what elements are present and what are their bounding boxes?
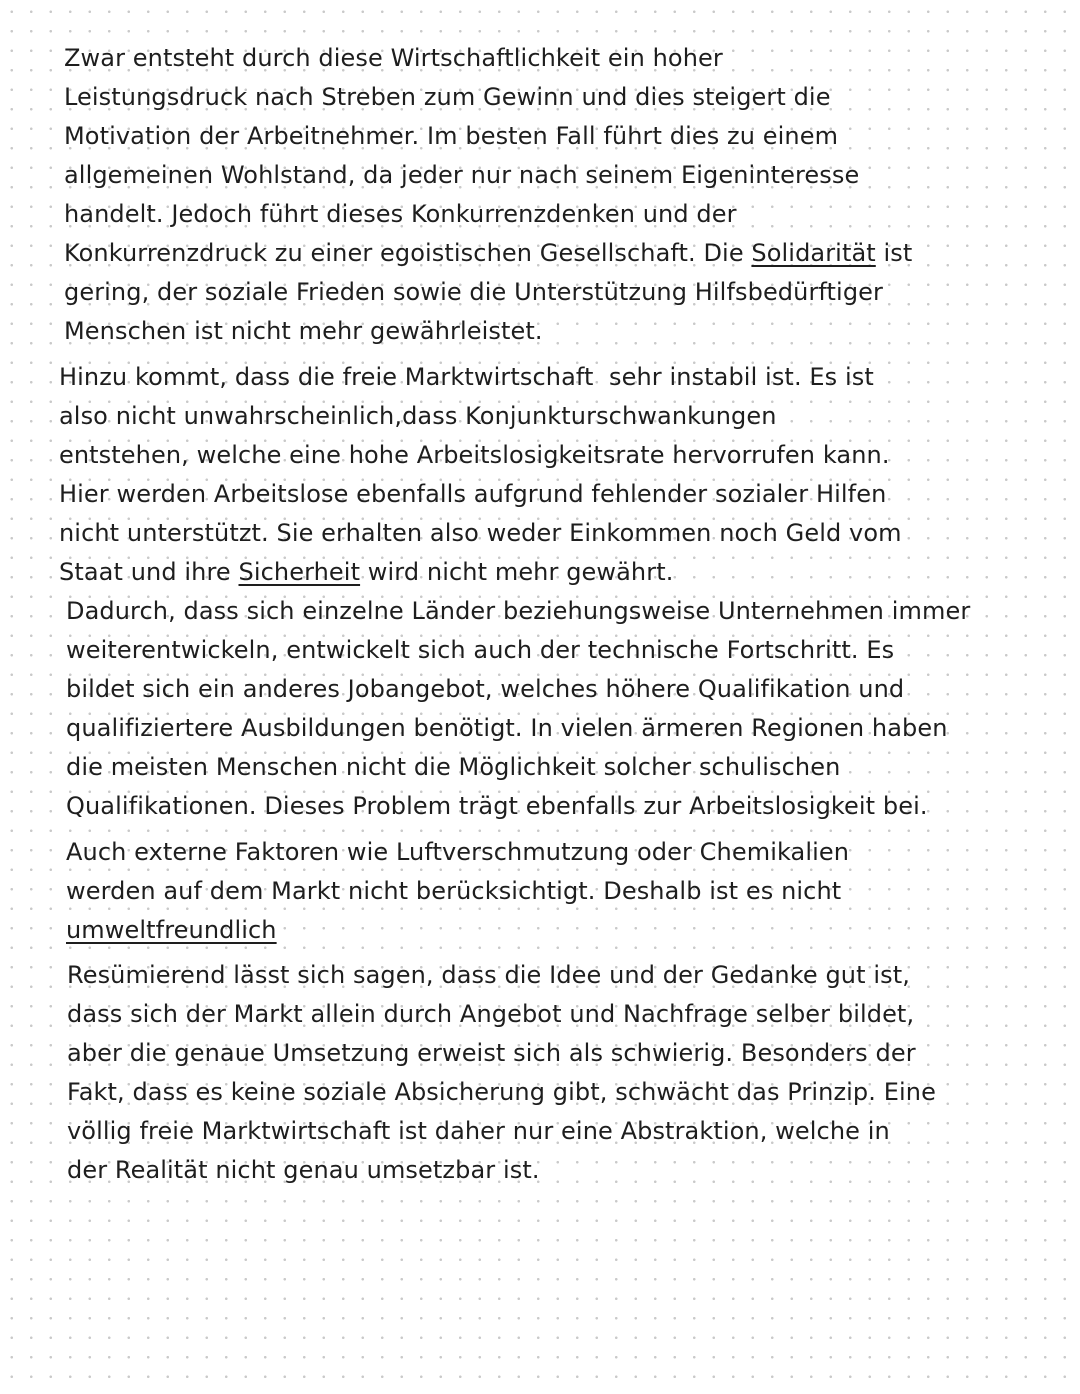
text-segment: Staat und ihre bbox=[59, 558, 239, 586]
underlined-term-umweltfreundlich: umweltfreundlich bbox=[66, 916, 277, 944]
text-line: handelt. Jedoch führt dieses Konkurrenzdenken und der bbox=[64, 200, 737, 228]
text-line: weiterentwickeln, entwickelt sich auch der technische Fortschritt. Es bbox=[66, 636, 895, 664]
text-line bbox=[59, 553, 902, 592]
text-line: gering, der soziale Frieden sowie die Unterstützung Hilfsbedürftiger bbox=[64, 278, 883, 306]
text-line: allgemeinen Wohlstand, da jeder nur nach seinem Eigeninteresse bbox=[64, 161, 860, 189]
text-line: qualifiziertere Ausbildungen benötigt. In vielen ärmeren Regionen haben bbox=[66, 714, 948, 742]
text-line: Qualifikationen. Dieses Problem trägt ebenfalls zur Arbeitslosigkeit bei. bbox=[66, 792, 928, 820]
underlined-term-sicherheit: Sicherheit bbox=[238, 558, 361, 586]
text-line bbox=[66, 911, 849, 950]
text-line: bildet sich ein anderes Jobangebot, welches höhere Qualifikation und bbox=[66, 675, 905, 703]
text-line: dass sich der Markt allein durch Angebot und Nachfrage selber bildet, bbox=[67, 1000, 915, 1028]
text-line: Dadurch, dass sich einzelne Länder beziehungsweise Unternehmen immer bbox=[66, 597, 971, 625]
text-line: Leistungsdruck nach Streben zum Gewinn und dies steigert die bbox=[64, 83, 831, 111]
text-line: Motivation der Arbeitnehmer. Im besten Fall führt dies zu einem bbox=[64, 122, 839, 150]
paragraph-instabilitaet bbox=[59, 358, 902, 592]
text-line: Fakt, dass es keine soziale Absicherung gibt, schwächt das Prinzip. Eine bbox=[67, 1078, 936, 1106]
paragraph-technischer-fortschritt bbox=[66, 592, 970, 826]
text-line: nicht unterstützt. Sie erhalten also weder Einkommen noch Geld vom bbox=[59, 519, 902, 547]
text-line: Menschen ist nicht mehr gewährleistet. bbox=[64, 317, 543, 345]
text-line: also nicht unwahrscheinlich,dass Konjunkturschwankungen bbox=[59, 402, 777, 430]
text-segment: ist bbox=[875, 239, 913, 267]
paragraph-wirtschaftlichkeit bbox=[64, 39, 912, 351]
text-line: die meisten Menschen nicht die Möglichkeit solcher schulischen bbox=[66, 753, 841, 781]
paragraph-resuemee bbox=[67, 956, 936, 1190]
text-line: Auch externe Faktoren wie Luftverschmutzung oder Chemikalien bbox=[66, 838, 850, 866]
text-line: Resümierend lässt sich sagen, dass die Idee und der Gedanke gut ist, bbox=[67, 961, 910, 989]
text-segment: Konkurrenzdruck zu einer egoistischen Gesellschaft. Die bbox=[64, 239, 752, 267]
text-line: Hinzu kommt, dass die freie Marktwirtschaft sehr instabil ist. Es ist bbox=[59, 363, 874, 391]
text-line: völlig freie Marktwirtschaft ist daher nur eine Abstraktion, welche in bbox=[67, 1117, 890, 1145]
text-line bbox=[64, 234, 912, 273]
text-line: werden auf dem Markt nicht berücksichtigt. Deshalb ist es nicht bbox=[66, 877, 842, 905]
text-segment: wird nicht mehr gewährt. bbox=[360, 558, 674, 586]
paragraph-externe-faktoren bbox=[66, 833, 849, 950]
text-line: Hier werden Arbeitslose ebenfalls aufgrund fehlender sozialer Hilfen bbox=[59, 480, 887, 508]
text-line: entstehen, welche eine hohe Arbeitslosigkeitsrate hervorrufen kann. bbox=[59, 441, 890, 469]
text-line: Zwar entsteht durch diese Wirtschaftlichkeit ein hoher bbox=[64, 44, 723, 72]
text-line: der Realität nicht genau umsetzbar ist. bbox=[67, 1156, 540, 1184]
underlined-term-solidaritaet: Solidarität bbox=[751, 239, 876, 267]
text-line: aber die genaue Umsetzung erweist sich als schwierig. Besonders der bbox=[67, 1039, 916, 1067]
